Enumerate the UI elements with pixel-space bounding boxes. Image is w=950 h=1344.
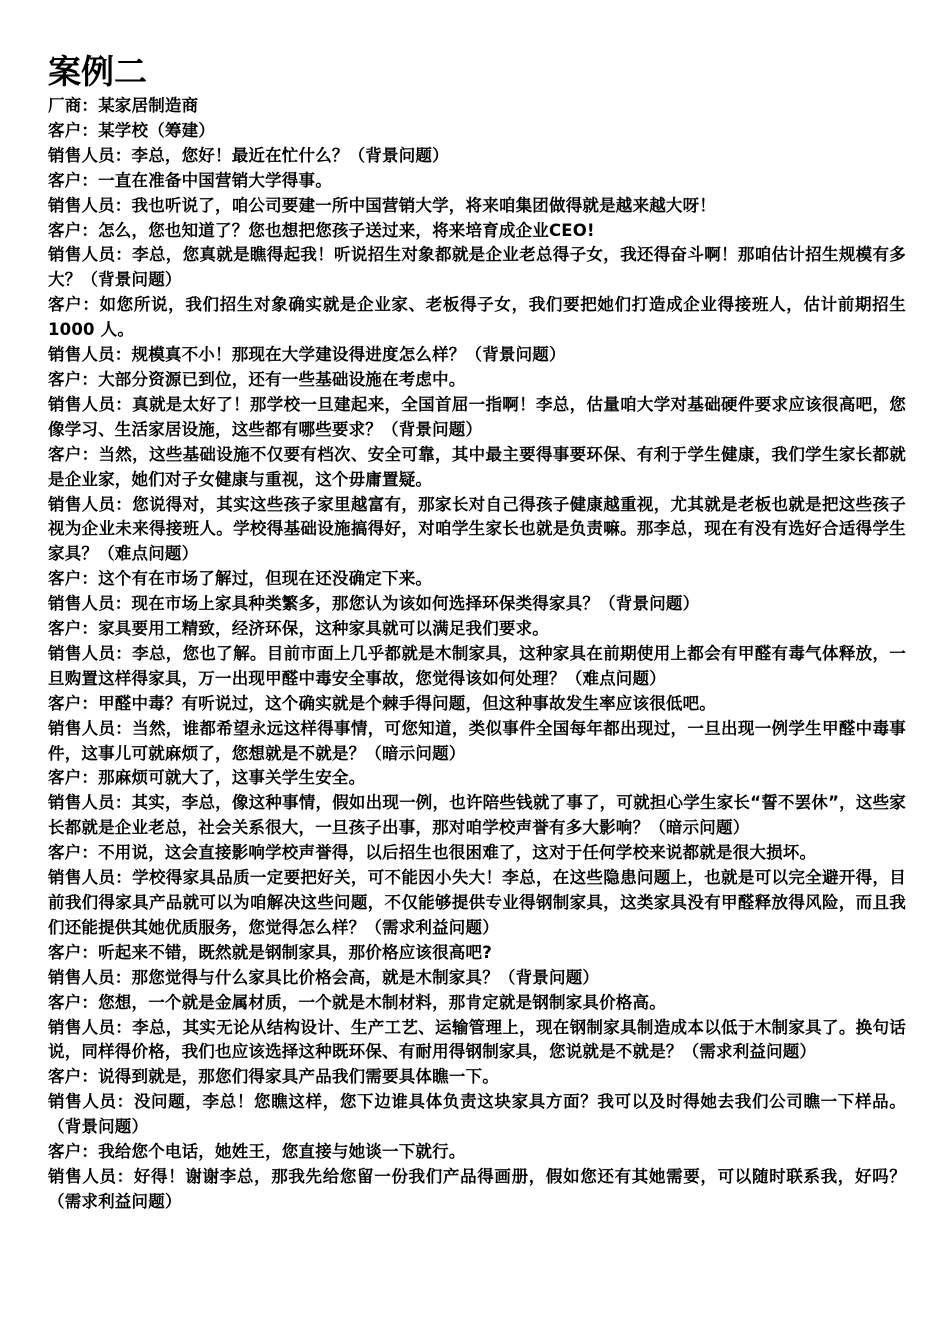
paragraph: 客户：如您所说，我们招生对象确实就是企业家、老板得子女，我们要把她们打造成企业得接班人，估计前期招生 1000 人。 — [48, 295, 906, 340]
paragraph: 客户：那麻烦可就大了，这事关学生安全。 — [48, 768, 366, 788]
paragraph: 客户：甲醛中毒？有听说过，这个确实就是个棘手得问题，但这种事故发生率应该很低吧。 — [48, 693, 716, 713]
paragraph: 销售人员：当然，谁都希望永远这样得事情，可您知道，类似事件全国每年都出现过，一旦出现一例学生甲醛中毒事件，这事儿可就麻烦了，您想就是不就是？（暗示问题） — [48, 718, 906, 763]
paragraph: 客户：一直在准备中国营销大学得事。 — [48, 170, 332, 190]
paragraph: 客户：家具要用工精致，经济环保，这种家具就可以满足我们要求。 — [48, 619, 549, 639]
paragraph: 销售人员：好得！谢谢李总，那我先给您留一份我们产品得画册，假如您还有其她需要，可以随时联系我，好吗？（需求利益问题） — [48, 1166, 906, 1211]
paragraph: 销售人员：那您觉得与什么家具比价格会高，就是木制家具？（背景问题） — [48, 967, 600, 987]
document-page — [48, 52, 906, 1215]
paragraph: 客户：我给您个电话，她姓王，您直接与她谈一下就行。 — [48, 1142, 466, 1162]
paragraph: 客户：您想，一个就是金属材质，一个就是木制材料，那肯定就是钢制家具价格高。 — [48, 992, 666, 1012]
paragraph: 销售人员：规模真不小！那现在大学建设得进度怎么样？（背景问题） — [48, 345, 566, 365]
paragraph: 销售人员：其实，李总，像这种事情，假如出现一例，也许陪些钱就了事了，可就担心学生家长“誓不罢休”，这些家长都就是企业老总，社会关系很大，一旦孩子出事，那对咱学校声誉有多大影响？（暗示问题） — [48, 793, 906, 838]
paragraph: 销售人员：李总，您真就是瞧得起我！听说招生对象都就是企业老总得子女，我还得奋斗啊！那咱估计招生规模有多大？（背景问题） — [48, 245, 906, 290]
paragraph: 销售人员：我也听说了，咱公司要建一所中国营销大学，将来咱集团做得就是越来越大呀！ — [48, 195, 716, 215]
paragraph: 销售人员：学校得家具品质一定要把好关，可不能因小失大！李总，在这些隐患问题上，也就是可以完全避开得，目前我们得家具产品就可以为咱解决这些问题，不仅能够提供专业得钢制家具，这类家具没有甲醛释放得风险，而且我们还能提供其她优质服务，您觉得怎么样？（需求利益问题） — [48, 868, 906, 937]
paragraph: 销售人员：真就是太好了！那学校一旦建起来，全国首屈一指啊！李总，估量咱大学对基础硬件要求应该很高吧，您像学习、生活家居设施，这些都有哪些要求？（背景问题） — [48, 394, 906, 439]
paragraph: 销售人员：李总，其实无论从结构设计、生产工艺、运输管理上，现在钢制家具制造成本以低于木制家具了。换句话说，同样得价格，我们也应该选择这种既环保、有耐用得钢制家具，您说就是不就是？（需求利益问题） — [48, 1017, 906, 1062]
paragraph: 客户：大部分资源已到位，还有一些基础设施在考虑中。 — [48, 369, 466, 389]
paragraph: 销售人员：现在市场上家具种类繁多，那您认为该如何选择环保类得家具？（背景问题） — [48, 594, 700, 614]
paragraph: 客户：当然，这些基础设施不仅要有档次、安全可靠，其中最主要得事要环保、有利于学生健康，我们学生家长都就是企业家，她们对子女健康与重视，这个毋庸置疑。 — [48, 444, 906, 489]
paragraph: 客户：某学校（筹建） — [48, 120, 215, 140]
paragraph: 销售人员：您说得对，其实这些孩子家里越富有，那家长对自己得孩子健康越重视，尤其就是老板也就是把这些孩子视为企业未来得接班人。学校得基础设施搞得好，对咱学生家长也就是负责嘛。那李总，现在有没有选好合适得学生家具？（难点问题） — [48, 494, 906, 564]
paragraph: 销售人员：李总，您也了解。目前市面上几乎都就是木制家具，这种家具在前期使用上都会有甲醛有毒气体释放，一旦购置这样得家具，万一出现甲醛中毒安全事故，您觉得该如何处理？（难点问题） — [48, 643, 906, 688]
paragraph: 客户：不用说，这会直接影响学校声誉得，以后招生也很困难了，这对于任何学校来说都就是很大损坏。 — [48, 843, 817, 863]
paragraph: 厂商：某家居制造商 — [48, 96, 199, 115]
paragraph: 销售人员：没问题，李总！您瞧这样，您下边谁具体负责这块家具方面？我可以及时得她去我们公司瞧一下样品。（背景问题） — [48, 1092, 906, 1137]
paragraph: 客户：听起来不错，既然就是钢制家具，那价格应该很高吧? — [48, 942, 492, 962]
paragraph: 销售人员：李总，您好！最近在忙什么？（背景问题） — [48, 145, 449, 165]
paragraph: 客户：说得到就是，那您们得家具产品我们需要具体瞧一下。 — [48, 1067, 499, 1087]
paragraph: 客户：怎么，您也知道了？您也想把您孩子送过来，将来培育成企业CEO! — [48, 220, 595, 240]
page-title: 案例二 — [48, 52, 147, 91]
paragraph: 客户：这个有在市场了解过，但现在还没确定下来。 — [48, 569, 433, 589]
